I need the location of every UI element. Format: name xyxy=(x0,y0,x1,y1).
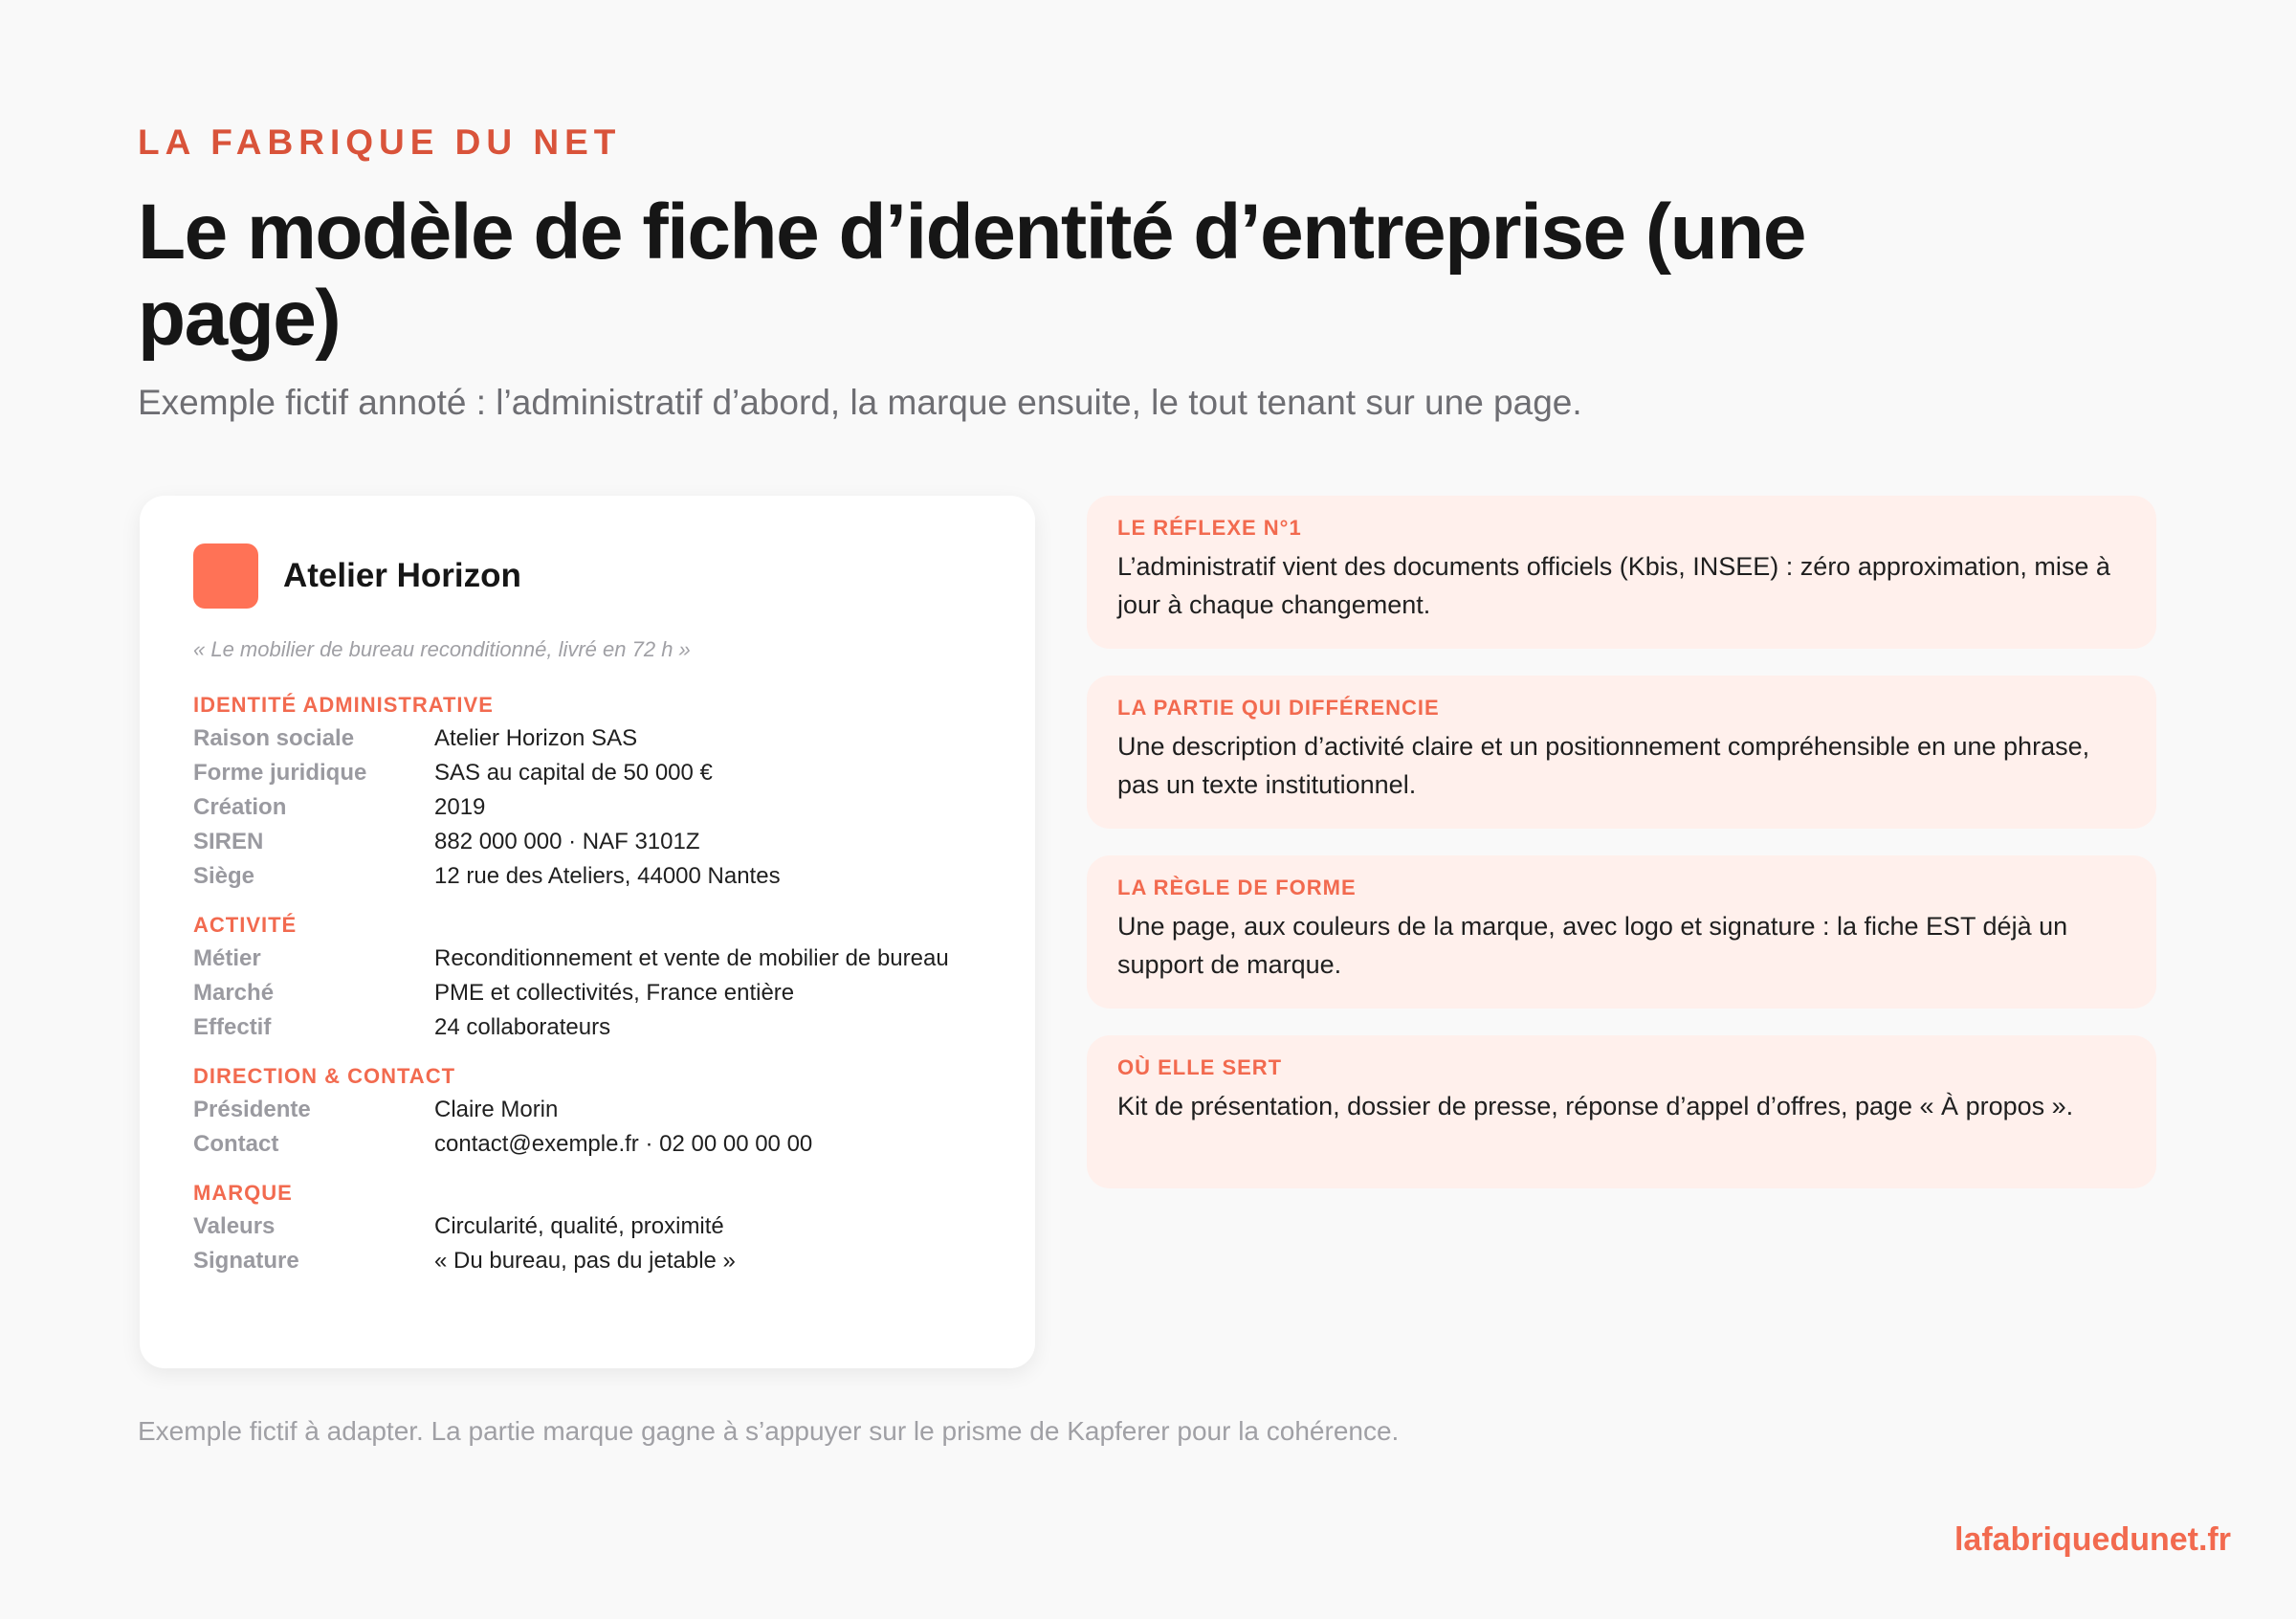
section-gap xyxy=(193,894,997,909)
table-row xyxy=(193,942,997,976)
table-row xyxy=(193,790,997,825)
company-logo xyxy=(193,543,258,609)
table-row xyxy=(193,1209,997,1244)
table-row xyxy=(193,825,997,859)
annotation-usage xyxy=(1087,1035,2156,1188)
row-label: Présidente xyxy=(193,1097,311,1122)
annotation-text: L’administratif vient des documents officiels (Kbis, INSEE) : zéro approximation, mise à jour à chaque changement. xyxy=(1117,552,2110,619)
row-label: Création xyxy=(193,794,287,820)
annotation-title: OÙ ELLE SERT xyxy=(1117,1055,1283,1079)
section-gap xyxy=(193,1045,997,1060)
row-label: SIREN xyxy=(193,829,264,854)
annotation-text: Une description d’activité claire et un positionnement compréhensible en une phrase, pas un texte institutionnel. xyxy=(1117,732,2090,799)
row-value: contact@exemple.fr · 02 00 00 00 00 xyxy=(434,1131,813,1157)
table-row xyxy=(193,1127,997,1162)
row-label: Contact xyxy=(193,1131,279,1157)
annotation-title: LA RÈGLE DE FORME xyxy=(1117,876,1357,899)
table-row xyxy=(193,976,997,1010)
annotation-title: LE RÉFLEXE N°1 xyxy=(1117,516,1302,540)
table-row xyxy=(193,1093,997,1127)
page-subtitle: Exemple fictif annoté : l’administratif d’abord, la marque ensuite, le tout tenant sur une page. xyxy=(138,383,1582,422)
row-value: 2019 xyxy=(434,794,486,820)
row-label: Raison sociale xyxy=(193,725,355,751)
annotation-text: Une page, aux couleurs de la marque, avec logo et signature : la fiche EST déjà un support de marque. xyxy=(1117,912,2068,979)
row-value: SAS au capital de 50 000 € xyxy=(434,760,713,786)
row-value: Atelier Horizon SAS xyxy=(434,725,638,751)
row-label: Siège xyxy=(193,863,255,889)
row-value: 882 000 000 · NAF 3101Z xyxy=(434,829,700,854)
row-label: Forme juridique xyxy=(193,760,367,786)
row-value: 24 collaborateurs xyxy=(434,1014,611,1040)
annotation-difference xyxy=(1087,676,2156,829)
section-title-direction: DIRECTION & CONTACT xyxy=(193,1064,456,1088)
annotation-forme xyxy=(1087,855,2156,1009)
section-title-activite: ACTIVITÉ xyxy=(193,913,298,937)
row-value: 12 rue des Ateliers, 44000 Nantes xyxy=(434,863,781,889)
row-label: Marché xyxy=(193,980,275,1006)
section-gap xyxy=(193,1162,997,1177)
row-value: Reconditionnement et vente de mobilier de bureau xyxy=(434,945,949,971)
row-label: Effectif xyxy=(193,1014,272,1040)
identity-card xyxy=(140,496,1035,1368)
row-value: « Du bureau, pas du jetable » xyxy=(434,1248,736,1274)
annotation-text: Kit de présentation, dossier de presse, réponse d’appel d’offres, page « À propos ». xyxy=(1117,1092,2074,1120)
row-label: Valeurs xyxy=(193,1213,276,1239)
table-row xyxy=(193,1010,997,1045)
row-value: Circularité, qualité, proximité xyxy=(434,1213,724,1239)
company-name: Atelier Horizon xyxy=(283,557,521,594)
annotation-title: LA PARTIE QUI DIFFÉRENCIE xyxy=(1117,696,1440,720)
company-tagline: « Le mobilier de bureau reconditionné, livré en 72 h » xyxy=(193,637,691,661)
annotation-reflexe xyxy=(1087,496,2156,649)
table-row xyxy=(193,756,997,790)
footnote: Exemple fictif à adapter. La partie marque gagne à s’appuyer sur le prisme de Kapferer pour la cohérence. xyxy=(138,1416,1400,1446)
card-sections xyxy=(193,689,997,1278)
site-link[interactable]: lafabriquedunet.fr xyxy=(1954,1521,2231,1558)
row-label: Signature xyxy=(193,1248,299,1274)
table-row xyxy=(193,721,997,756)
section-title-identite: IDENTITÉ ADMINISTRATIVE xyxy=(193,693,494,717)
brand-label: LA FABRIQUE DU NET xyxy=(138,122,622,162)
table-row xyxy=(193,859,997,894)
card-header xyxy=(193,543,521,609)
row-value: PME et collectivités, France entière xyxy=(434,980,795,1006)
row-value: Claire Morin xyxy=(434,1097,559,1122)
table-row xyxy=(193,1244,997,1278)
section-title-marque: MARQUE xyxy=(193,1181,293,1205)
page-title: Le modèle de fiche d’identité d’entreprise (une page) xyxy=(138,189,1805,362)
row-label: Métier xyxy=(193,945,261,971)
